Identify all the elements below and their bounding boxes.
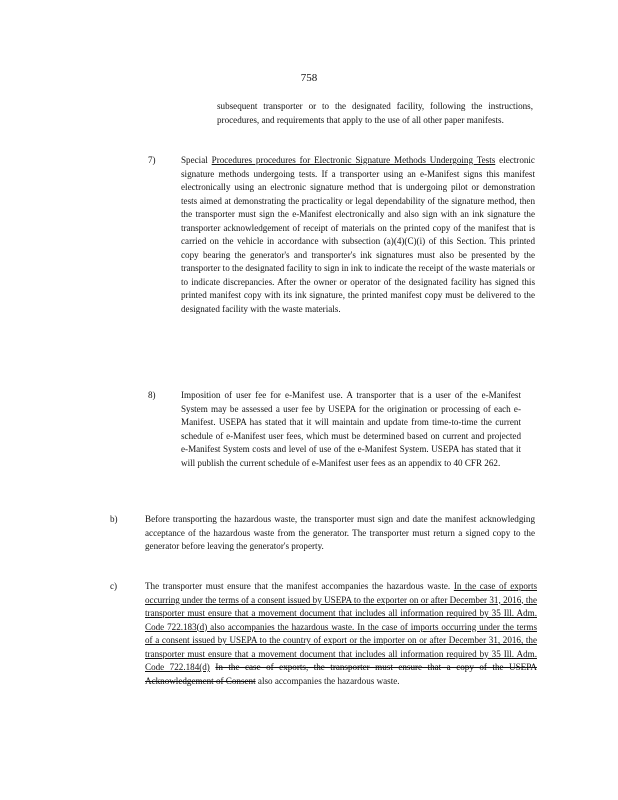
page-number: 758 bbox=[300, 72, 318, 84]
item-7-label: 7) bbox=[148, 155, 156, 165]
item-7-text: electronic signature methods undergoing tests. If a transporter using an e-Manifest signs this manifest electronically using an electronic signature method that is undergoing pilot or demonstration tests aimed at demonstrating the practicality or legal dependability of the signature method, then the transporter must sign the e-Manifest electronically and also sign with an ink signature the transporter acknowledgement of receipt of materials on the printed copy of the manifest that is carried on the vehicle in accordance with subsection (a)(4)(C)(i) of this Section. This printed copy bearing the generator's and transporter's ink signatures must also be presented by the transporter to the designated facility to sign in ink to indicate the receipt of the waste materials or to indicate discrepancies. After the owner or operator of the designated facility has signed this printed manifest copy with its ink signature, the printed manifest copy must be delivered to the designated facility with the waste materials. bbox=[181, 155, 535, 314]
item-c-inserted-text: In the case of exports occurring under the terms of a consent issued by USEPA to the exporter on or after December 31, 2016, the transporter must ensure that a movement document that includes all information required by 35 Ill. Adm. Code 722.183(d) also accompanies the hazardous waste. In the case of imports occurring under the terms of a consent issued by USEPA to the country of export or the importer on or after December 31, 2016, the transporter must ensure that a movement document that includes all information required by 35 Ill. Adm. Code 722.184(d) bbox=[145, 581, 538, 672]
item-7-paragraph bbox=[181, 154, 535, 316]
item-c-label: c) bbox=[110, 581, 118, 591]
item-8-paragraph: Imposition of user fee for e-Manifest use. A transporter that is a user of the e-Manifest System may be assessed a user fee by USEPA for the origination or processing of each e-Manifest. USEPA has stated that it will maintain and update from time-to-time the current schedule of e-Manifest user fees, which must be determined based on current and projected e-Manifest System costs and level of use of the e-Manifest System. USEPA has stated that it will publish the current schedule of e-Manifest user fees as an appendix to 40 CFR 262. bbox=[181, 390, 521, 468]
item-c-plain-start: The transporter must ensure that the manifest accompanies the hazardous waste. bbox=[145, 581, 451, 591]
item-c-struck-text: In the case of exports, the transporter must ensure that a copy of the USEPA Acknowledgement of Consent bbox=[145, 662, 537, 686]
item-8-label: 8) bbox=[148, 390, 156, 400]
intro-paragraph: subsequent transporter or to the designated facility, following the instructions, procedures, and requirements that apply to the use of all other paper manifests. bbox=[217, 101, 533, 125]
item-b-paragraph: Before transporting the hazardous waste, the transporter must sign and date the manifest acknowledging acceptance of the hazardous waste from the generator. The transporter must return a signed copy to the generator before leaving the generator's property. bbox=[145, 514, 535, 551]
item-c-plain-end: also accompanies the hazardous waste. bbox=[257, 675, 400, 686]
item-c-paragraph bbox=[145, 580, 537, 688]
item-b-label: b) bbox=[110, 514, 118, 524]
item-7-lead: Special bbox=[181, 155, 208, 165]
item-7-heading: Procedures procedures for Electronic Signature Methods Undergoing Tests bbox=[211, 155, 496, 165]
